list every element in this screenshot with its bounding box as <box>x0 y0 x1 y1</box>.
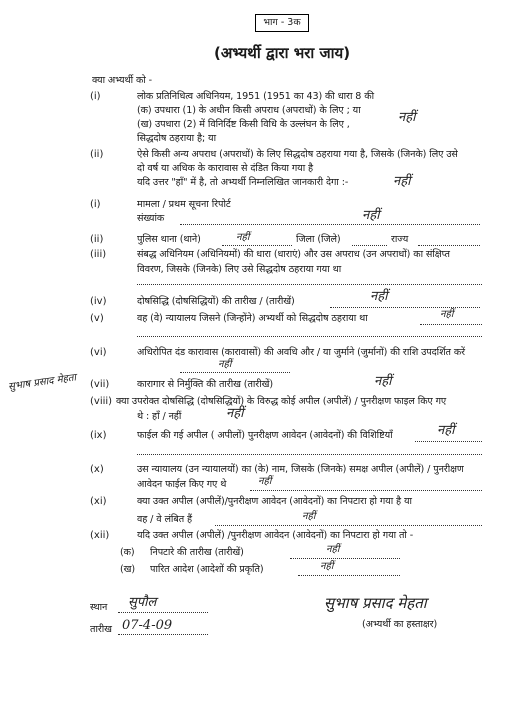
detail-i-line <box>180 224 480 225</box>
detail-viii-num: (viii) <box>90 396 113 407</box>
xii-sub-a-text: निपटारे की तारीख (तारीखें) <box>150 547 244 558</box>
detail-v-text: वह (वे) न्यायालय जिसने (जिन्होंने) अभ्यर्थी को सिद्धदोष ठहराया था <box>137 313 368 324</box>
signature: सुभाष प्रसाद मेहता <box>324 594 427 612</box>
detail-ii-text: पुलिस थाना (थाने) <box>137 234 201 245</box>
xii-sub-b-line <box>298 575 400 576</box>
detail-ii-line1 <box>222 245 292 246</box>
detail-vi-line <box>180 372 290 373</box>
detail-vi-num: (vi) <box>90 347 107 358</box>
detail-xii-num: (xii) <box>90 530 110 541</box>
detail-vii-num: (vii) <box>90 379 110 390</box>
detail-x-num: (x) <box>90 464 104 475</box>
detail-x-line <box>250 490 482 491</box>
detail-x-text: उस न्यायालय (उन न्यायालयों) का (के) नाम, जिसके (जिनके) समक्ष अपील (अपीलें) / पुनरीक्षण <box>137 464 464 475</box>
xii-sub-a-label: (क) <box>120 547 135 558</box>
detail-viii-text: क्या उपरोक्त दोषसिद्धि (दोषसिद्धियों) के विरुद्ध कोई अपील (अपीलें) / पुनरीक्षण फाइल किए गए <box>116 396 447 407</box>
detail-ix-text: फाईल की गई अपील ( अपीलों) पुनरीक्षण आवेदन (आवेदनों) की विशिष्टियाँ <box>137 430 393 441</box>
place-value: सुपौल <box>128 595 157 610</box>
detail-xi-num: (xi) <box>90 496 107 507</box>
detail-xi-line <box>215 525 482 526</box>
detail-ii-line2 <box>352 245 387 246</box>
detail-xi-text2: वह / वे लंबित हैं <box>137 514 193 525</box>
detail-iv-answer: नहीं <box>370 289 388 304</box>
detail-viii-text2: थे : हाँ / नहीं <box>137 411 182 422</box>
detail-x-answer: नहीं <box>258 476 272 487</box>
detail-iii-num: (iii) <box>90 249 107 260</box>
item-ii-answer: नहीं <box>393 174 411 189</box>
xii-sub-b-text: पारित आदेश (आदेशों की प्रकृति) <box>150 564 264 575</box>
detail-vi-text: अधिरोपित दंड कारावास (कारावासों) की अवधि और / या जुर्माने (जुर्मानों) की राशि उपदर्शित करें <box>137 347 465 358</box>
item-ii-line3: यदि उत्तर "हाँ" में है, तो अभ्यर्थी निम्नलिखित जानकारी देगा :- <box>137 177 349 188</box>
detail-iv-num: (iv) <box>90 296 107 307</box>
detail-iii-text: संबद्ध अधिनियम (अधिनियमों) की धारा (धाराएं) और उस अपराध (उन अपराधों) का संक्षिप्त <box>137 249 450 260</box>
item-i-answer: नहीं <box>398 110 416 125</box>
margin-note: सुभाष प्रसाद मेहता <box>7 372 77 393</box>
date-line <box>118 634 208 635</box>
xii-sub-a-answer: नहीं <box>326 544 340 555</box>
detail-i-num: (i) <box>90 199 101 210</box>
detail-iv-text: दोषसिद्धि (दोषसिद्धियों) की तारीख / (तारीखें) <box>137 296 295 307</box>
detail-vii-answer: नहीं <box>374 374 392 389</box>
detail-v-answer: नहीं <box>440 309 454 320</box>
detail-iii-line <box>137 284 482 285</box>
detail-xi-answer: नहीं <box>302 511 316 522</box>
item-i-line1: लोक प्रतिनिधित्व अधिनियम, 1951 (1951 का 43) की धारा 8 की <box>137 91 374 102</box>
detail-ii-line3 <box>418 245 480 246</box>
detail-ii-answer: नहीं <box>236 232 250 243</box>
item-ii-line2: दो वर्ष या अधिक के कारावास से दंडित किया गया है <box>137 163 314 174</box>
item-i-num: (i) <box>90 91 101 102</box>
place-label: स्थान <box>90 602 108 613</box>
part-label-box <box>255 14 309 32</box>
date-value: 07-4-09 <box>122 618 173 633</box>
xii-sub-a-line <box>290 558 400 559</box>
place-line <box>118 612 208 613</box>
xii-sub-b-label: (ख) <box>120 564 136 575</box>
detail-ix-num: (ix) <box>90 430 107 441</box>
detail-xi-text: क्या उक्त अपील (अपीलें)/पुनरीक्षण आवेदन (आवेदनों) का निपटारा हो गया है या <box>137 496 412 507</box>
detail-xii-text: यदि उक्त अपील (अपीलें) /पुनरीक्षण आवेदन (आवेदनों) का निपटारा हो गया तो - <box>137 530 414 541</box>
detail-v-line2 <box>137 336 482 337</box>
item-i-line2: (क) उपधारा (1) के अधीन किसी अपराध (अपराधों) के लिए ; या <box>137 105 361 116</box>
detail-ii-num: (ii) <box>90 234 104 245</box>
detail-vi-answer: नहीं <box>218 359 232 370</box>
detail-iv-line <box>330 307 480 308</box>
detail-v-line <box>420 324 482 325</box>
detail-v-num: (v) <box>90 313 104 324</box>
item-ii-num: (ii) <box>90 149 104 160</box>
part-label: भाग - 3क <box>263 17 301 28</box>
detail-x-text2: आवेदन फाईल किए गए थे <box>137 479 227 490</box>
xii-sub-b-answer: नहीं <box>320 561 334 572</box>
detail-ii-text-end: राज्य <box>391 234 409 245</box>
signature-label: (अभ्यर्थी का हस्ताक्षर) <box>362 619 438 630</box>
detail-ix-line <box>415 441 482 442</box>
detail-i-text2: संख्यांक <box>137 213 165 224</box>
detail-i-text: मामला / प्रथम सूचना रिपोर्ट <box>137 199 231 210</box>
detail-vii-text: कारागार से निर्मुक्ति की तारीख (तारीखें) <box>137 379 274 390</box>
intro-text: क्या अभ्यर्थी को - <box>92 75 153 86</box>
detail-ii-text-mid: जिला (जिले) <box>296 234 341 245</box>
detail-ix-line2 <box>137 454 482 455</box>
date-label: तारीख <box>90 624 112 635</box>
item-i-line3: (ख) उपधारा (2) में विनिर्दिष्ट किसी विधि के उल्लंघन के लिए , <box>137 119 350 130</box>
detail-viii-answer: नहीं <box>226 406 244 421</box>
detail-ix-answer: नहीं <box>437 423 455 438</box>
item-i-line4: सिद्धदोष ठहराया है; या <box>137 133 217 144</box>
page-title: (अभ्यर्थी द्वारा भरा जाय) <box>214 44 351 62</box>
detail-iii-text2: विवरण, जिसके (जिनके) लिए उसे सिद्धदोष ठहराया गया था <box>137 264 342 275</box>
item-ii-line1: ऐसे किसी अन्य अपराध (अपराधों) के लिए सिद्धदोष ठहराया गया है, जिसके (जिनके) लिए उसे <box>137 149 458 160</box>
detail-i-answer: नहीं <box>362 208 380 223</box>
